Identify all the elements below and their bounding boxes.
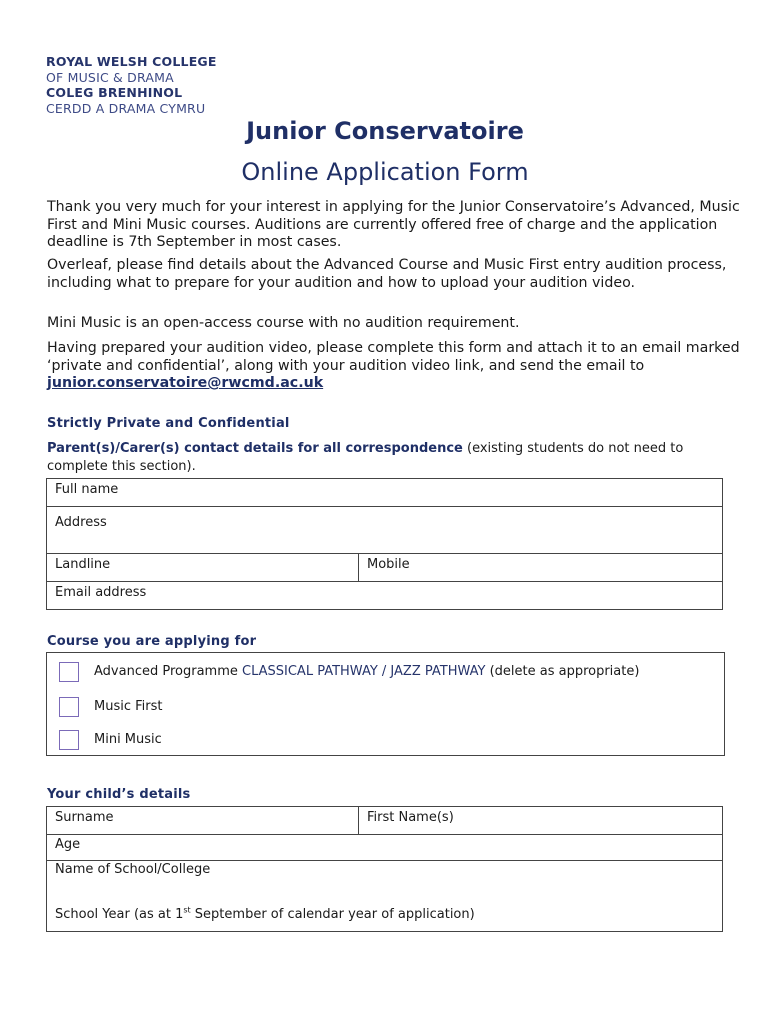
email-field[interactable] <box>47 582 722 609</box>
mobile-label: Mobile <box>367 557 410 572</box>
school-year-post: September of calendar year of application) <box>190 907 475 923</box>
intro-paragraph-1: Thank you very much for your interest in applying for the Junior Conservatoire’s Advanced, Music First and Mini Music courses. Auditions are currently offered free of charge and the application deadline is 7th September in most cases. <box>47 199 740 250</box>
logo-line-3: COLEG BRENHINOL <box>46 85 183 100</box>
contact-heading <box>47 440 737 476</box>
intro-paragraph-3: Mini Music is an open-access course with no audition requirement. <box>47 315 520 331</box>
school-year-pre: School Year (as at 1 <box>55 907 184 923</box>
college-logo <box>46 54 217 116</box>
age-field[interactable] <box>47 835 722 860</box>
phone-row <box>47 554 722 582</box>
email-row <box>47 582 722 609</box>
email-label: Email address <box>55 585 147 600</box>
logo-line-4: CERDD A DRAMA CYMRU <box>46 100 206 116</box>
advanced-label-pre: Advanced Programme <box>94 664 242 679</box>
full-name-label: Full name <box>55 482 119 497</box>
page-subtitle: Online Application Form <box>241 158 529 186</box>
address-field[interactable] <box>47 507 722 553</box>
confidential-heading: Strictly Private and Confidential <box>47 416 290 431</box>
pathway-options: CLASSICAL PATHWAY / JAZZ PATHWAY <box>242 664 486 679</box>
surname-field[interactable] <box>47 807 358 834</box>
full-name-row <box>47 479 722 507</box>
first-names-field[interactable] <box>358 807 722 834</box>
school-year-label <box>55 907 475 922</box>
contact-heading-title: Parent(s)/Carer(s) contact details for all correspondence <box>47 441 463 456</box>
age-label: Age <box>55 837 81 852</box>
logo-line-1: ROYAL WELSH COLLEGE <box>46 54 217 69</box>
mobile-field[interactable] <box>358 554 722 581</box>
checkbox-music-first[interactable] <box>59 697 79 717</box>
name-row <box>47 807 722 835</box>
course-options-box <box>46 652 725 756</box>
course-option-music-first-label: Music First <box>94 699 163 714</box>
logo-line-2: OF MUSIC & DRAMA <box>46 69 174 85</box>
address-row <box>47 507 722 554</box>
landline-label: Landline <box>55 557 111 572</box>
address-label: Address <box>55 515 107 530</box>
checkbox-advanced[interactable] <box>59 662 79 682</box>
intro-paragraph-2: Overleaf, please find details about the Advanced Course and Music First entry audition process, including what to prepare for your audition and how to upload your audition video. <box>47 257 727 291</box>
contact-heading-note: (existing students do not need to complete this section). <box>47 441 684 474</box>
school-year-sup: st <box>183 906 191 915</box>
age-row <box>47 835 722 861</box>
page-title: Junior Conservatoire <box>246 117 524 145</box>
intro-paragraph-4-text: Having prepared your audition video, please complete this form and attach it to an email marked ‘private and confidential’, along with your audition video link, and send the email to <box>47 340 740 374</box>
first-names-label: First Name(s) <box>367 810 454 825</box>
child-details-table <box>46 806 723 932</box>
school-label: Name of School/College <box>55 862 211 877</box>
landline-field[interactable] <box>47 554 358 581</box>
course-option-mini-music-label: Mini Music <box>94 732 162 747</box>
intro-paragraph-4 <box>47 340 747 393</box>
checkbox-mini-music[interactable] <box>59 730 79 750</box>
school-row <box>47 861 722 931</box>
child-details-heading: Your child’s details <box>47 787 191 802</box>
full-name-field[interactable] <box>47 479 722 506</box>
school-year-field[interactable] <box>47 905 722 931</box>
contact-details-table <box>46 478 723 610</box>
surname-label: Surname <box>55 810 114 825</box>
course-option-advanced-label <box>94 664 639 679</box>
course-heading: Course you are applying for <box>47 634 257 649</box>
advanced-label-post: (delete as appropriate) <box>485 664 640 679</box>
email-link[interactable]: junior.conservatoire@rwcmd.ac.uk <box>47 375 324 391</box>
